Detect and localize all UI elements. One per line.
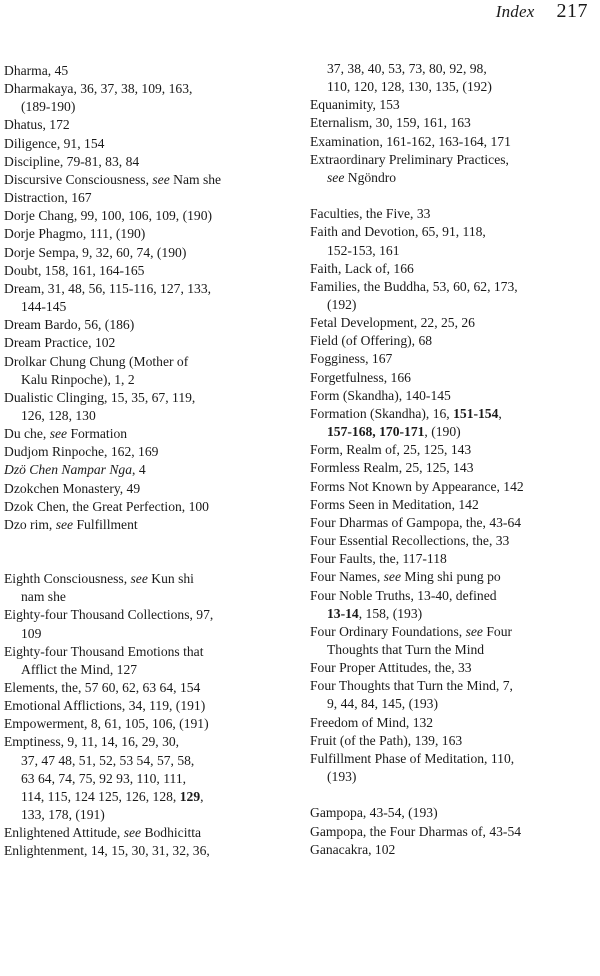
index-entry: Dzok Chen, the Great Perfection, 100 bbox=[4, 498, 209, 514]
index-entry: Fogginess, 167 bbox=[310, 351, 393, 367]
index-entry: Discursive Consciousness, see Nam she bbox=[4, 171, 222, 187]
index-entry: Dualistic Clinging, 15, 35, 67, 119, 126, 128, 130 bbox=[4, 389, 196, 423]
index-entry: Du che, see Formation bbox=[4, 426, 128, 442]
index-entry: Formless Realm, 25, 125, 143 bbox=[310, 460, 474, 476]
index-entry: Fruit (of the Path), 139, 163 bbox=[310, 732, 463, 748]
index-entry: Dharma, 45 bbox=[4, 63, 69, 78]
index-entry: Enlightened Attitude, see Bodhicitta bbox=[4, 825, 202, 841]
index-entry: Four Noble Truths, 13-40, defined 13-14, 158, (193) bbox=[310, 587, 497, 621]
index-entry: Field (of Offering), 68 bbox=[310, 333, 433, 349]
running-header bbox=[496, 0, 588, 28]
index-entry: Four Names, see Ming shi pung po bbox=[310, 569, 501, 585]
index-entry: Form (Skandha), 140-145 bbox=[310, 387, 451, 403]
index-entry: Four Thoughts that Turn the Mind, 7, 9, 44, 84, 145, (193) bbox=[310, 678, 513, 712]
index-entry: 37, 38, 40, 53, 73, 80, 92, 98, 110, 120, 128, 130, 135, (192) bbox=[327, 61, 492, 95]
index-entry: Faculties, the Five, 33 bbox=[310, 206, 431, 222]
index-entry: Extraordinary Preliminary Practices, see Ngöndro bbox=[310, 151, 509, 185]
index-entry: Distraction, 167 bbox=[4, 190, 92, 206]
index-entry: Empowerment, 8, 61, 105, 106, (191) bbox=[4, 716, 209, 732]
index-entry: Doubt, 158, 161, 164-165 bbox=[4, 262, 145, 278]
index-entry: Equanimity, 153 bbox=[310, 97, 400, 113]
index-entry: Enlightenment, 14, 15, 30, 31, 32, 36, bbox=[4, 843, 210, 859]
index-entry: Formation (Skandha), 16, 151-154, 157-168, 170-171, (190) bbox=[310, 405, 502, 440]
index-entry: Four Proper Attitudes, the, 33 bbox=[310, 660, 472, 676]
index-entry: Four Faults, the, 117-118 bbox=[310, 551, 447, 567]
index-entry: Dream Bardo, 56, (186) bbox=[4, 317, 135, 333]
running-title: Index bbox=[495, 2, 535, 21]
index-entry: Dzo rim, see Fulfillment bbox=[4, 516, 138, 532]
index-entry: Fetal Development, 22, 25, 26 bbox=[310, 315, 475, 331]
index-entry: Freedom of Mind, 132 bbox=[310, 714, 434, 730]
index-entry: Dudjom Rinpoche, 162, 169 bbox=[4, 444, 159, 460]
index-entry: Faith and Devotion, 65, 91, 118, 152-153, 161 bbox=[310, 224, 486, 258]
letter-group-spacer bbox=[4, 534, 294, 570]
index-entry: Elements, the, 57 60, 62, 63 64, 154 bbox=[4, 680, 201, 695]
index-entry: Four Dharmas of Gampopa, the, 43-64 bbox=[310, 514, 522, 530]
index-entry: Four Essential Recollections, the, 33 bbox=[310, 533, 510, 549]
index-entry: Dorje Chang, 99, 100, 106, 109, (190) bbox=[4, 208, 213, 224]
index-entry: Emptiness, 9, 11, 14, 16, 29, 30, 37, 47 48, 51, 52, 53 54, 57, 58, 63 64, 74, 75, 92 93, 110, 111, 114, 115, 124 125, 126, 128, 129, 133, 178, (191) bbox=[4, 734, 204, 823]
index-entry: Dorje Phagmo, 111, (190) bbox=[4, 226, 146, 242]
index-entry: Eternalism, 30, 159, 161, 163 bbox=[310, 115, 471, 131]
index-entry: Four Ordinary Foundations, see Four Thoughts that Turn the Mind bbox=[310, 623, 513, 657]
index-entry: Forms Not Known by Appearance, 142 bbox=[310, 478, 524, 494]
index-entry: Dream, 31, 48, 56, 115-116, 127, 133, 144-145 bbox=[4, 280, 212, 315]
index-entry: Families, the Buddha, 53, 60, 62, 173, (192) bbox=[310, 278, 518, 313]
index-entry: Diligence, 91, 154 bbox=[4, 135, 105, 151]
letter-group-spacer bbox=[310, 187, 598, 205]
index-entry: Fulfillment Phase of Meditation, 110, (193) bbox=[310, 750, 515, 785]
index-entry: Form, Realm of, 25, 125, 143 bbox=[310, 442, 472, 458]
index-entry: Examination, 161-162, 163-164, 171 bbox=[310, 133, 511, 149]
index-entry: Dhatus, 172 bbox=[4, 117, 70, 133]
index-entry: Discipline, 79-81, 83, 84 bbox=[4, 153, 140, 169]
index-entry: Dzö Chen Nampar Nga, 4 bbox=[4, 462, 146, 478]
index-entry: Forms Seen in Meditation, 142 bbox=[310, 496, 479, 512]
index-column-left bbox=[4, 62, 294, 861]
index-entry: Forgetfulness, 166 bbox=[310, 369, 411, 385]
index-entry: Drolkar Chung Chung (Mother of Kalu Rinpoche), 1, 2 bbox=[4, 353, 189, 387]
index-entry: Eighth Consciousness, see Kun shi nam she bbox=[4, 571, 194, 605]
index-entry: Emotional Afflictions, 34, 119, (191) bbox=[4, 698, 206, 714]
index-entry: Faith, Lack of, 166 bbox=[310, 260, 414, 276]
index-entry: Ganacakra, 102 bbox=[310, 841, 396, 857]
index-entry: Eighty-four Thousand Collections, 97, 109 bbox=[4, 607, 214, 641]
page-number: 217 bbox=[556, 0, 588, 22]
index-entry: Dream Practice, 102 bbox=[4, 335, 116, 351]
index-entry: Gampopa, the Four Dharmas of, 43-54 bbox=[310, 823, 522, 839]
letter-group-spacer bbox=[310, 786, 598, 804]
index-entry: Gampopa, 43-54, (193) bbox=[310, 805, 438, 821]
index-entry: Dorje Sempa, 9, 32, 60, 74, (190) bbox=[4, 244, 187, 260]
index-entry: Eighty-four Thousand Emotions that Afflict the Mind, 127 bbox=[4, 643, 204, 677]
index-entry: Dharmakaya, 36, 37, 38, 109, 163, (189-190) bbox=[4, 81, 193, 115]
index-entry: Dzokchen Monastery, 49 bbox=[4, 480, 141, 496]
index-column-right bbox=[310, 60, 598, 859]
